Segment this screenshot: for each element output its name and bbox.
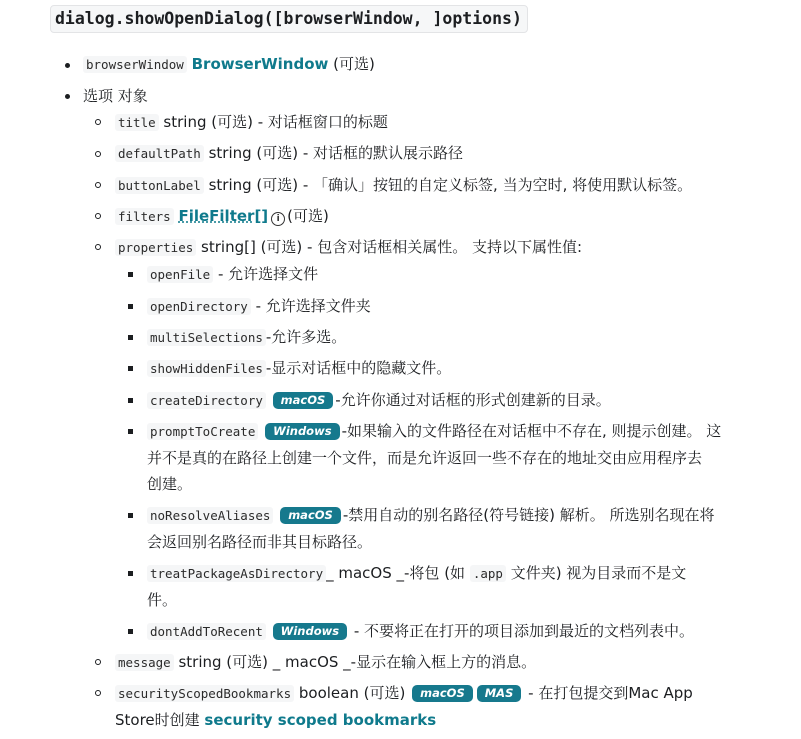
- macos-badge: macOS: [412, 685, 473, 702]
- option-desc: Store时创建: [115, 711, 205, 729]
- property-desc: - 允许选择文件: [213, 265, 319, 283]
- option-securityscopedbookmarks: [115, 683, 693, 704]
- property-desc: -允许你通过对话框的形式创建新的目录。: [335, 391, 611, 409]
- option-name: filters: [115, 208, 174, 225]
- bullet-circle: [95, 151, 101, 157]
- option-name: message: [115, 654, 174, 671]
- option-desc-continued: [115, 710, 436, 730]
- option-desc: string (可选) _ macOS _-显示在输入框上方的消息。: [178, 653, 537, 671]
- option-name: title: [115, 114, 159, 131]
- bullet-square: [128, 335, 133, 340]
- property-desc-continued: 会返回别名路径而非其目标路径。: [147, 533, 373, 551]
- bullet-square: [128, 571, 133, 576]
- property-desc: -允许多选。: [265, 328, 347, 346]
- browserwindow-type-link[interactable]: BrowserWindow: [191, 55, 329, 73]
- property-desc: -显示对话框中的隐藏文件。: [265, 359, 452, 377]
- param-browserwindow: [83, 54, 375, 75]
- windows-badge: Windows: [265, 423, 339, 440]
- property-desc-continued: 创建。: [147, 475, 193, 493]
- property-dontaddtorecent: [147, 621, 694, 642]
- property-treatpackageasdirectory: [147, 563, 686, 584]
- property-name: showHiddenFiles: [147, 360, 266, 377]
- macos-badge: macOS: [280, 507, 341, 524]
- property-createdirectory: [147, 390, 611, 411]
- mas-badge: MAS: [477, 685, 522, 702]
- property-name: createDirectory: [147, 392, 266, 409]
- bullet-circle: [95, 659, 101, 665]
- property-desc: - 不要将正在打开的项目添加到最近的文档列表中。: [349, 622, 695, 640]
- property-name: noResolveAliases: [147, 507, 273, 524]
- property-name: dontAddToRecent: [147, 623, 266, 640]
- option-name: buttonLabel: [115, 177, 204, 194]
- property-prompttocreate: [147, 421, 721, 442]
- property-name: treatPackageAsDirectory: [147, 565, 326, 582]
- bullet-circle: [95, 690, 101, 696]
- option-buttonlabel: [115, 175, 692, 196]
- app-extension-code: .app: [470, 565, 506, 582]
- bullet-square: [128, 366, 133, 371]
- bullet-circle: [95, 213, 101, 219]
- param-options: [83, 86, 148, 106]
- property-desc: - 允许选择文件夹: [250, 297, 371, 315]
- option-message: [115, 652, 536, 673]
- param-desc: 选项 对象: [83, 87, 148, 105]
- option-name: defaultPath: [115, 145, 204, 162]
- option-filters: [115, 206, 329, 227]
- option-name: securityScopedBookmarks: [115, 685, 294, 702]
- security-scoped-bookmarks-link[interactable]: security scoped bookmarks: [204, 711, 437, 729]
- property-desc-continued: 并不是真的在路径上创建一个文件，而是允许返回一些不存在的地址交由应用程序去: [147, 449, 703, 467]
- bullet-square: [128, 398, 133, 403]
- option-properties: [115, 237, 582, 258]
- property-openfile: [147, 264, 318, 285]
- property-multiselections: [147, 327, 346, 348]
- param-desc: (可选): [333, 55, 375, 73]
- bullet-square: [128, 304, 133, 309]
- property-noresolvealiases: [147, 505, 714, 526]
- property-name: promptToCreate: [147, 423, 258, 440]
- option-name: properties: [115, 239, 196, 256]
- option-desc: string (可选) - 对话框的默认展示路径: [208, 144, 464, 162]
- option-desc: string (可选) - 对话框窗口的标题: [163, 113, 388, 131]
- filefilter-type-link[interactable]: FileFilter[]: [178, 207, 269, 225]
- method-signature-heading: dialog.showOpenDialog([browserWindow, ]options): [50, 5, 528, 33]
- property-showhiddenfiles: [147, 358, 451, 379]
- property-desc: _ macOS _-将包 (如: [326, 564, 470, 582]
- property-desc-continued: 件。: [147, 591, 178, 609]
- property-desc: -禁用自动的别名路径(符号链接) 解析。 所选别名现在将: [342, 506, 715, 524]
- property-name: openDirectory: [147, 298, 251, 315]
- bullet-disc: [65, 63, 70, 68]
- bullet-circle: [95, 119, 101, 125]
- bullet-square: [128, 429, 133, 434]
- property-name: multiSelections: [147, 329, 266, 346]
- bullet-square: [128, 272, 133, 277]
- bullet-square: [128, 629, 133, 634]
- option-defaultpath: [115, 143, 463, 164]
- option-title: [115, 112, 388, 133]
- property-desc: -如果输入的文件路径在对话框中不存在, 则提示创建。 这: [341, 422, 722, 440]
- property-opendirectory: [147, 296, 371, 317]
- bullet-circle: [95, 182, 101, 188]
- option-desc: (可选): [287, 207, 329, 225]
- property-name: openFile: [147, 266, 213, 283]
- option-desc: - 在打包提交到Mac App: [523, 684, 693, 702]
- bullet-circle: [95, 244, 101, 250]
- bullet-disc: [65, 94, 70, 99]
- info-icon[interactable]: i: [271, 212, 285, 226]
- windows-badge: Windows: [273, 623, 347, 640]
- param-name: browserWindow: [83, 56, 187, 73]
- property-desc: 文件夹) 视为目录而不是文: [505, 564, 687, 582]
- option-desc: string[] (可选) - 包含对话框相关属性。 支持以下属性值:: [201, 238, 583, 256]
- option-desc: string (可选) - 「确认」按钮的自定义标签, 当为空时, 将使用默认标签。: [208, 176, 693, 194]
- macos-badge: macOS: [273, 392, 334, 409]
- option-desc: boolean (可选): [298, 684, 406, 702]
- bullet-square: [128, 513, 133, 518]
